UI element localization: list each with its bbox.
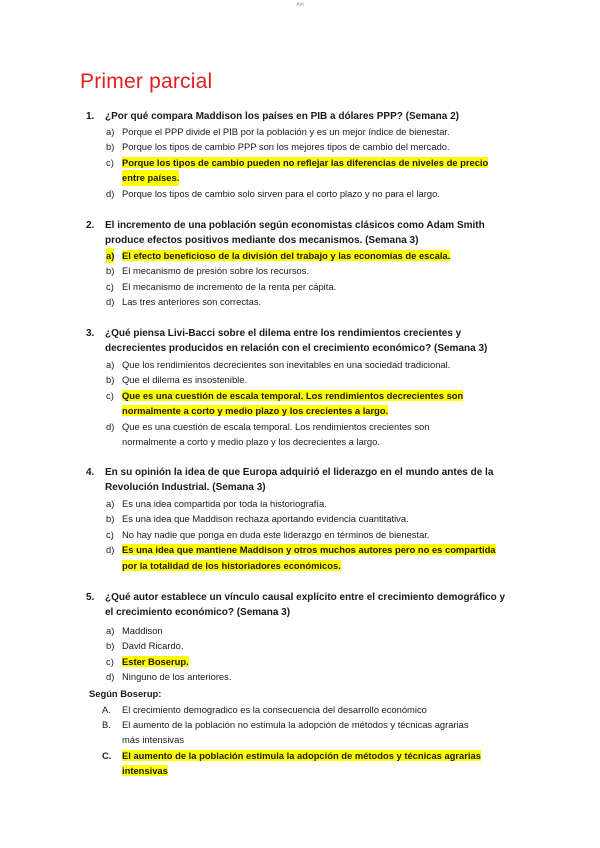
question-4 <box>86 466 516 495</box>
option-text: El mecanismo de incremento de la renta per cápita. <box>122 280 337 292</box>
option-2b <box>106 263 516 278</box>
option-label: b) <box>106 265 115 277</box>
option-text: Que el dilema es insostenible. <box>122 374 248 386</box>
question-5 <box>86 591 516 620</box>
question-number: 4. <box>86 467 95 478</box>
page-title: Primer parcial <box>80 70 213 93</box>
option-5c-correct <box>106 654 516 669</box>
question-2 <box>86 219 516 248</box>
option-text-cont: normalmente a corto y medio plazo y los decrecientes a largo. <box>122 436 380 448</box>
option-text: Ninguno de los anteriores. <box>122 671 232 683</box>
option-label: a) <box>106 359 115 370</box>
option-label: a) <box>106 126 115 137</box>
option-label: C. <box>102 749 112 761</box>
option-5b <box>106 638 516 653</box>
option-4a <box>106 496 516 511</box>
question-5-options <box>106 623 516 685</box>
question-3 <box>86 327 516 356</box>
question-number: 1. <box>86 111 95 122</box>
question-1-options <box>106 124 516 201</box>
option-2d <box>106 294 516 309</box>
option-3a <box>106 357 516 372</box>
boserup-options <box>102 702 516 778</box>
question-number: 5. <box>86 592 95 603</box>
highlighted-answer-text: El aumento de la población estimula la adopción de métodos y técnicas agrarias <box>122 749 481 761</box>
highlighted-answer-text-cont: intensivas <box>122 764 168 776</box>
option-label: d) <box>106 296 115 308</box>
option-text: Que es una cuestión de escala temporal. Los rendimientos crecientes son <box>122 420 430 432</box>
question-text: El incremento de una población según economistas clásicos como Adam Smith produce efectos positivos mediante dos mecanismos. (Semana 3) <box>105 220 485 246</box>
option-2a-correct <box>106 248 516 263</box>
option-4d-correct <box>106 542 516 573</box>
option-label: b) <box>106 640 115 652</box>
option-text: Que los rendimientos decrecientes son inevitables en una sociedad tradicional. <box>122 359 451 370</box>
option-label: d) <box>106 544 115 556</box>
option-label: c) <box>106 655 114 667</box>
option-label: c) <box>106 280 114 292</box>
question-text: ¿Qué piensa Livi-Bacci sobre el dilema entre los rendimientos crecientes y decrecientes producidos en relación con el crecimiento económico? (Semana 3) <box>105 328 488 354</box>
option-2c <box>106 279 516 294</box>
option-label: B. <box>102 719 111 731</box>
option-3b <box>106 372 516 387</box>
option-4b <box>106 511 516 526</box>
option-1d <box>106 186 516 201</box>
boserup-option-a <box>102 702 516 717</box>
option-5d <box>106 669 516 684</box>
option-text: Es una idea que Maddison rechaza aportando evidencia cuantitativa. <box>122 513 409 525</box>
option-text: Maddison <box>122 625 163 636</box>
question-text: En su opinión la idea de que Europa adquirió el liderazgo en el mundo antes de la Revolución Industrial. (Semana 3) <box>105 467 494 493</box>
option-label: b) <box>106 513 115 525</box>
option-label: a) <box>106 248 114 263</box>
option-text: David Ricardo. <box>122 640 184 652</box>
option-5a <box>106 623 516 638</box>
question-4-options <box>106 496 516 573</box>
question-3-options <box>106 357 516 449</box>
option-text: Es una idea compartida por toda la historiografía. <box>122 498 327 509</box>
option-text: El crecimiento demogradico es la consecuencia del desarrollo económico <box>122 704 427 715</box>
question-text: ¿Qué autor establece un vínculo causal explícito entre el crecimiento demográfico y el crecimiento económico? (Semana 3) <box>105 592 506 618</box>
boserup-heading: Según Boserup: <box>89 688 162 699</box>
option-text-cont: más intensivas <box>122 734 185 746</box>
option-label: c) <box>106 528 114 540</box>
option-label: b) <box>106 141 115 153</box>
option-1b <box>106 139 516 154</box>
option-text: Porque los tipos de cambio PPP son los mejores tipos de cambio del mercado. <box>122 141 450 153</box>
page-header-mark: Ant <box>296 2 304 8</box>
option-1a <box>106 124 516 139</box>
option-label: d) <box>106 187 115 199</box>
option-label: b) <box>106 374 115 386</box>
option-text: Porque el PPP divide el PIB por la población y es un mejor índice de bienestar. <box>122 126 450 137</box>
question-number: 2. <box>86 220 95 231</box>
option-label: c) <box>106 389 114 401</box>
highlighted-answer-text: Ester Boserup. <box>122 655 189 667</box>
option-text: Las tres anteriores son correctas. <box>122 296 262 308</box>
boserup-option-c-correct <box>102 748 516 778</box>
option-text: Porque los tipos de cambio solo sirven para el corto plazo y no para el largo. <box>122 187 440 199</box>
option-4c <box>106 527 516 542</box>
highlighted-answer-text-cont: entre países. <box>122 170 179 185</box>
option-3c-correct <box>106 388 516 419</box>
option-label: A. <box>102 704 111 715</box>
highlighted-answer-text: El efecto beneficioso de la división del trabajo y las economías de escala. <box>122 250 451 261</box>
highlighted-answer-text-cont: por la totalidad de los historiadores económicos. <box>122 559 341 571</box>
option-label: d) <box>106 420 115 432</box>
option-text: El aumento de la población no estimula la adopción de métodos y técnicas agrarias <box>122 719 469 731</box>
option-label: a) <box>106 498 115 509</box>
question-text: ¿Por qué compara Maddison los países en PIB a dólares PPP? (Semana 2) <box>105 111 459 122</box>
question-number: 3. <box>86 328 95 339</box>
highlighted-answer-text: Que es una cuestión de escala temporal. Los rendimientos decrecientes son <box>122 389 464 401</box>
option-label: d) <box>106 671 115 683</box>
option-3d <box>106 419 516 450</box>
option-label: c) <box>106 156 114 168</box>
question-2-options <box>106 248 516 310</box>
highlighted-answer-text: Porque los tipos de cambio pueden no reflejar las diferencias de niveles de precio <box>122 156 489 168</box>
option-label: a) <box>106 625 115 636</box>
highlighted-answer-text: Es una idea que mantiene Maddison y otros muchos autores pero no es compartida <box>122 544 496 556</box>
option-text: El mecanismo de presión sobre los recursos. <box>122 265 310 277</box>
option-text: No hay nadie que ponga en duda este liderazgo en términos de bienestar. <box>122 528 430 540</box>
boserup-option-b <box>102 717 516 747</box>
option-1c-correct <box>106 155 516 186</box>
question-1 <box>86 110 516 125</box>
highlighted-answer-text-cont: normalmente a corto y medio plazo y los crecientes a largo. <box>122 405 389 417</box>
